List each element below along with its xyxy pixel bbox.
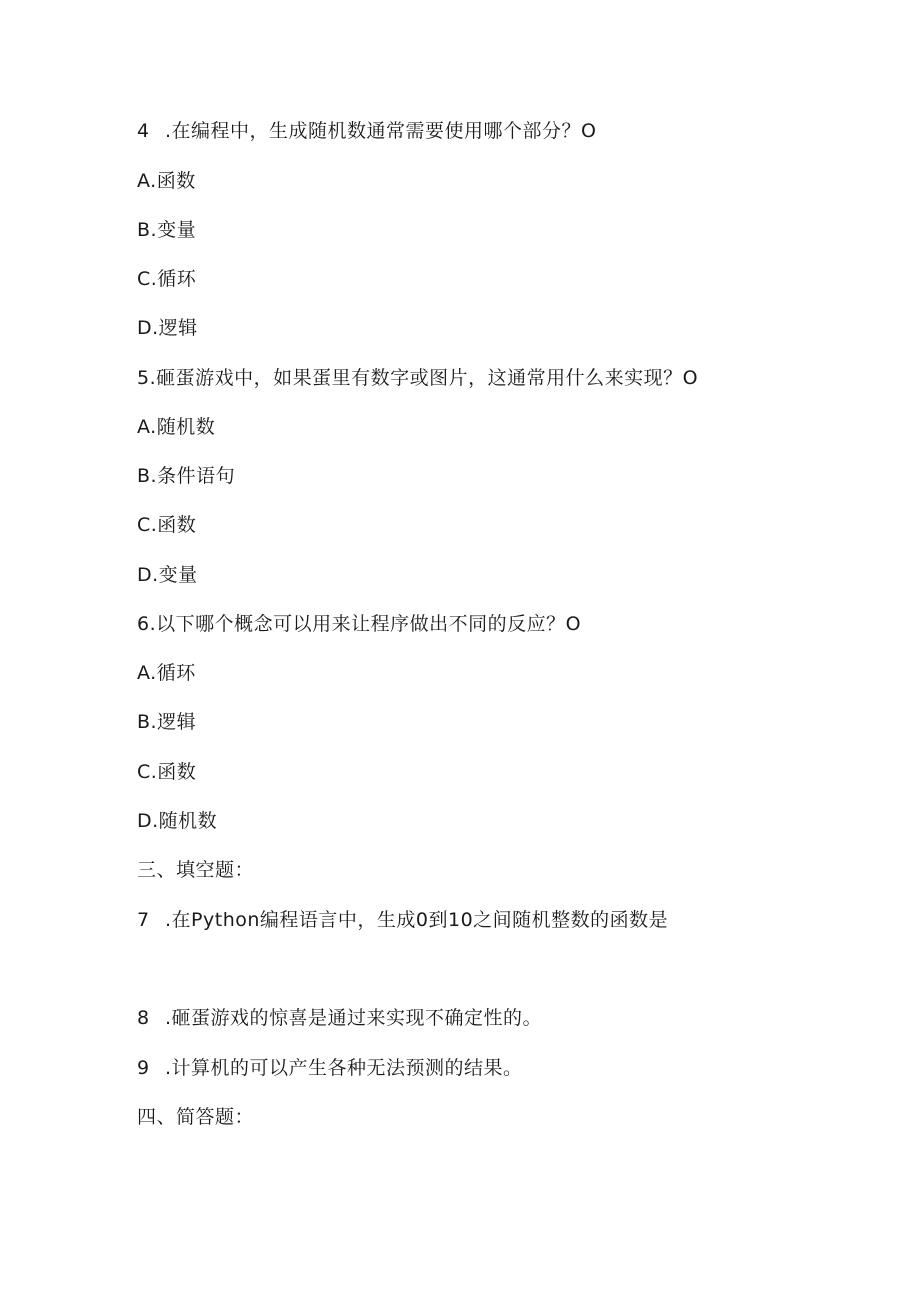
q6-option-a: A.循环 [137, 662, 196, 684]
question-6-text: 6.以下哪个概念可以用来让程序做出不同的反应？O [137, 613, 582, 635]
q6-option-c: C.函数 [137, 761, 197, 783]
q4-option-c: C.循环 [137, 268, 197, 290]
question-8-text: .砸蛋游戏的惊喜是通过来实现不确定性的。 [165, 1007, 543, 1029]
question-7 [137, 908, 668, 932]
q4-option-a: A.函数 [137, 170, 196, 192]
section-4-heading: 四、简答题： [137, 1106, 255, 1128]
question-9-text: .计算机的可以产生各种无法预测的结果。 [165, 1057, 523, 1079]
q4-option-d: D.逻辑 [137, 317, 198, 339]
question-4-number: 4 [137, 120, 150, 142]
question-7-number: 7 [137, 909, 150, 931]
question-8 [137, 1006, 542, 1030]
q5-option-c: C.函数 [137, 514, 197, 536]
question-5-text: 5.砸蛋游戏中，如果蛋里有数字或图片，这通常用什么来实现？O [137, 367, 699, 389]
section-3-heading: 三、填空题： [137, 859, 255, 881]
question-8-number: 8 [137, 1007, 150, 1029]
question-4 [137, 119, 597, 143]
q6-option-b: B.逻辑 [137, 711, 197, 733]
question-7-text: .在Python编程语言中，生成0到10之间随机整数的函数是 [165, 909, 669, 931]
q6-option-d: D.随机数 [137, 810, 218, 832]
q5-option-b: B.条件语句 [137, 465, 236, 487]
q5-option-d: D.变量 [137, 564, 198, 586]
q5-option-a: A.随机数 [137, 416, 216, 438]
question-4-text: .在编程中，生成随机数通常需要使用哪个部分？O [165, 120, 597, 142]
q4-option-b: B.变量 [137, 219, 197, 241]
question-9 [137, 1056, 523, 1080]
question-9-number: 9 [137, 1057, 150, 1079]
